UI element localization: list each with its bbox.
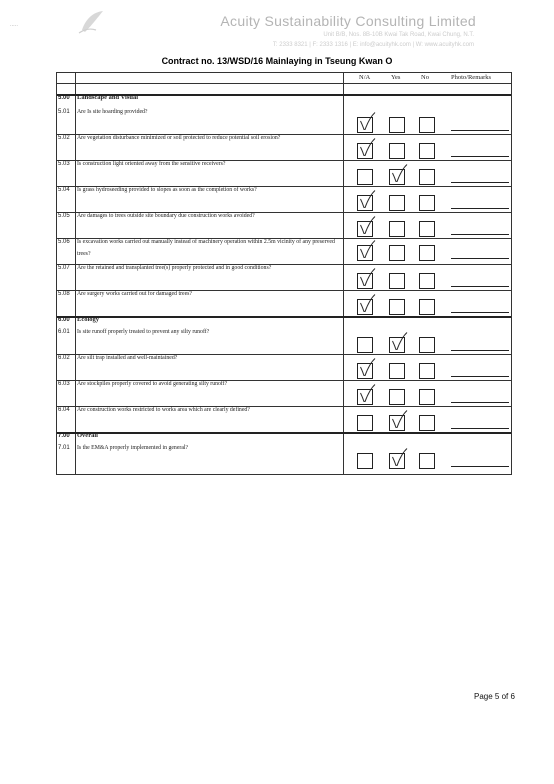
- item-question: Are damages to trees outside site boundary due construction works avoided?: [77, 213, 255, 219]
- item-question: Are the retained and transplanted tree(s) properly protected and in good conditions?: [77, 265, 272, 271]
- column-header-no: No: [421, 74, 429, 81]
- item-number: 5.02: [58, 135, 70, 141]
- column-header-yes: Yes: [391, 74, 401, 81]
- item-number: 5.05: [58, 213, 70, 219]
- checkbox-no[interactable]: [419, 337, 435, 353]
- remarks-field[interactable]: [451, 350, 509, 351]
- section-title: Ecology: [77, 316, 100, 323]
- remarks-field[interactable]: [451, 376, 509, 377]
- remarks-field[interactable]: [451, 182, 509, 183]
- item-number: 6.02: [58, 355, 70, 361]
- checkbox-na[interactable]: [357, 453, 373, 469]
- item-question: Are Is site hoarding provided?: [77, 109, 148, 115]
- item-number: 5.07: [58, 265, 70, 271]
- row-divider: [57, 83, 511, 84]
- checkbox-yes[interactable]: [389, 299, 405, 315]
- checkbox-no[interactable]: [419, 363, 435, 379]
- checkbox-no[interactable]: [419, 221, 435, 237]
- item-number: 6.04: [58, 407, 70, 413]
- checkbox-yes[interactable]: [389, 337, 405, 353]
- section-number: 7.00: [58, 433, 70, 439]
- checkbox-na[interactable]: [357, 117, 373, 133]
- checkbox-no[interactable]: [419, 415, 435, 431]
- item-question: Is site runoff properly treated to prevent any silty runoff?: [77, 329, 210, 335]
- item-number: 6.01: [58, 329, 70, 335]
- contract-title: Contract no. 13/WSD/16 Mainlaying in Tseung Kwan O: [161, 56, 393, 66]
- checkbox-no[interactable]: [419, 169, 435, 185]
- checkbox-no[interactable]: [419, 299, 435, 315]
- remarks-field[interactable]: [451, 466, 509, 467]
- item-question: Is construction light oriented away from the sensitive receivers?: [77, 161, 226, 167]
- checkbox-no[interactable]: [419, 453, 435, 469]
- section-title: Overall: [77, 432, 98, 439]
- page-number: Page 5 of 6: [474, 692, 515, 701]
- checkbox-na[interactable]: [357, 273, 373, 289]
- checkbox-na[interactable]: [357, 169, 373, 185]
- remarks-field[interactable]: [451, 130, 509, 131]
- checkbox-na[interactable]: [357, 221, 373, 237]
- item-question: Is grass hydroseeding provided to slopes as soon as the completion of works?: [77, 187, 257, 193]
- item-question: Are stockpiles properly covered to avoid generating silty runoff?: [77, 381, 228, 387]
- item-question: Is the EM&A properly implemented in general?: [77, 445, 189, 451]
- remarks-field[interactable]: [451, 234, 509, 235]
- column-header-remarks: Photo/Remarks: [451, 74, 492, 81]
- checkbox-yes[interactable]: [389, 453, 405, 469]
- remarks-field[interactable]: [451, 208, 509, 209]
- remarks-field[interactable]: [451, 428, 509, 429]
- section-number: 5.00: [58, 95, 70, 101]
- column-header-na: N/A: [359, 74, 371, 81]
- item-question: Are surgery works carried out for damaged trees?: [77, 291, 192, 297]
- remarks-field[interactable]: [451, 258, 509, 259]
- checkbox-na[interactable]: [357, 389, 373, 405]
- section-title: Landscape and Visual: [77, 94, 139, 101]
- corner-mark: .....: [10, 22, 18, 28]
- item-question: Is excavation works carried out manually instead of machinery operation within 2.5m vicinity of any preserved trees?: [77, 239, 335, 257]
- checkbox-no[interactable]: [419, 389, 435, 405]
- item-number: 6.03: [58, 381, 70, 387]
- item-number: 5.04: [58, 187, 70, 193]
- item-number: 7.01: [58, 445, 70, 451]
- section-number: 6.00: [58, 317, 70, 323]
- checkbox-yes[interactable]: [389, 169, 405, 185]
- checkbox-yes[interactable]: [389, 221, 405, 237]
- checkbox-yes[interactable]: [389, 195, 405, 211]
- remarks-field[interactable]: [451, 402, 509, 403]
- company-contact: T: 2333 8321 | F: 2333 1316 | E: info@acuityhk.com | W: www.acuityhk.com: [272, 42, 474, 48]
- checkbox-no[interactable]: [419, 117, 435, 133]
- checkbox-yes[interactable]: [389, 245, 405, 261]
- checkbox-yes[interactable]: [389, 363, 405, 379]
- item-question: Are construction works restricted to works area which are clearly defined?: [77, 407, 250, 413]
- checkbox-na[interactable]: [357, 299, 373, 315]
- checkbox-na[interactable]: [357, 245, 373, 261]
- item-number: 5.03: [58, 161, 70, 167]
- item-number: 5.08: [58, 291, 70, 297]
- checkbox-na[interactable]: [357, 363, 373, 379]
- checkbox-yes[interactable]: [389, 273, 405, 289]
- checkbox-yes[interactable]: [389, 143, 405, 159]
- item-question: Are vegetation disturbance minimized or soil protected to reduce potential soil erosion?: [77, 135, 281, 141]
- remarks-field[interactable]: [451, 156, 509, 157]
- company-name: Acuity Sustainability Consulting Limited: [220, 13, 476, 29]
- checkbox-yes[interactable]: [389, 389, 405, 405]
- company-address: Unit B/B, Nos. 8B-10B Kwai Tak Road, Kwai Chung, N.T.: [323, 32, 474, 38]
- item-question: Are silt trap installed and well-maintained?: [77, 355, 178, 361]
- checklist-table: [56, 72, 512, 475]
- item-number: 5.06: [58, 239, 70, 245]
- checkbox-no[interactable]: [419, 245, 435, 261]
- checkbox-na[interactable]: [357, 195, 373, 211]
- checkbox-na[interactable]: [357, 337, 373, 353]
- remarks-field[interactable]: [451, 286, 509, 287]
- checkbox-no[interactable]: [419, 195, 435, 211]
- company-logo-icon: [76, 8, 106, 36]
- checkbox-na[interactable]: [357, 415, 373, 431]
- checkbox-yes[interactable]: [389, 117, 405, 133]
- checkbox-no[interactable]: [419, 143, 435, 159]
- item-number: 5.01: [58, 109, 70, 115]
- checkbox-no[interactable]: [419, 273, 435, 289]
- checkbox-na[interactable]: [357, 143, 373, 159]
- remarks-field[interactable]: [451, 312, 509, 313]
- checkbox-yes[interactable]: [389, 415, 405, 431]
